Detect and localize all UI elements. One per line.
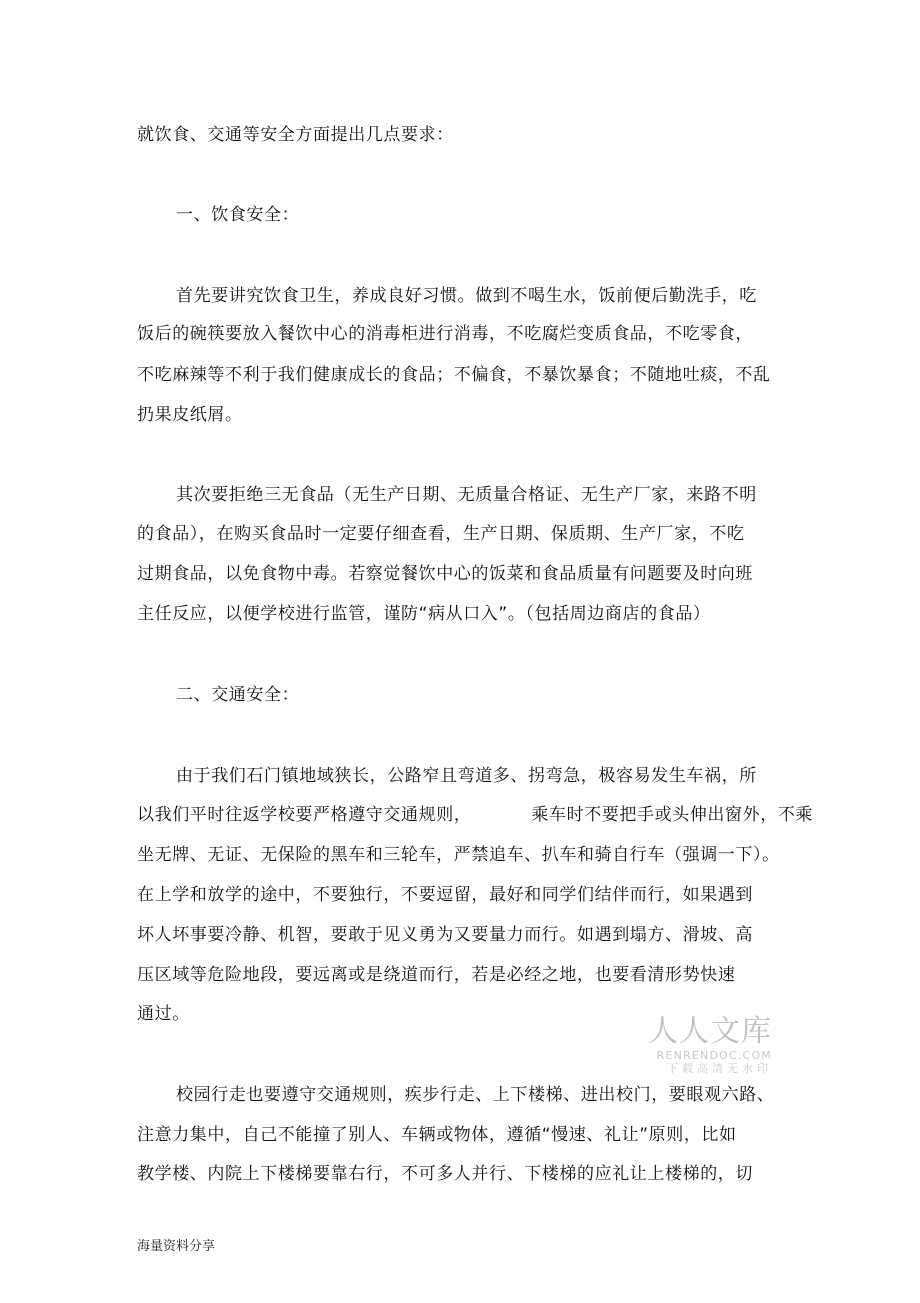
paragraph-line: 首先要讲究饮食卫生，养成良好习惯。做到不喝生水，饭前便后勤洗手，吃 — [176, 286, 757, 306]
paragraph-line: 其次要拒绝三无食品（无生产日期、无质量合格证、无生产厂家，来路不明 — [176, 485, 757, 505]
footer-note: 海量资料分享 — [137, 1239, 216, 1254]
paragraph-line: 坐无牌、无证、无保险的黑车和三轮车，严禁追车、扒车和骑自行车（强调一下）。 — [137, 845, 780, 865]
paragraph-line: 通过。 — [137, 1004, 190, 1024]
paragraph-line: 的食品），在购买食品时一定要仔细查看，生产日期、保质期、生产厂家，不吃 — [137, 524, 745, 544]
watermark — [646, 1015, 772, 1076]
paragraph-line: 由于我们石门镇地域狭长，公路窄且弯道多、拐弯急，极容易发生车祸，所 — [176, 766, 757, 786]
section-heading-food-safety: 一、饮食安全： — [176, 205, 300, 225]
paragraph-line: 饭后的碗筷要放入餐饮中心的消毒柜进行消毒，不吃腐烂变质食品，不吃零食， — [137, 324, 753, 344]
paragraph-line: 不吃麻辣等不利于我们健康成长的食品；不偏食，不暴饮暴食；不随地吐痰，不乱 — [137, 365, 771, 385]
paragraph-line: 扔果皮纸屑。 — [137, 405, 243, 425]
watermark-url: RENRENDOC.COM — [656, 1049, 772, 1062]
paragraph-line: 校园行走也要遵守交通规则，疾步行走、上下楼梯、进出校门，要眼观六路、 — [176, 1085, 775, 1105]
paragraph-line: 教学楼、内院上下楼梯要靠右行，不可多人并行、下楼梯的应礼让上楼梯的，切 — [137, 1164, 753, 1184]
watermark-subtitle: 下载高清无水印 — [667, 1062, 772, 1075]
paragraph-line: 以我们平时往返学校要严格遵守交通规则， 乘车时不要把手或头伸出窗外，不乘 — [137, 805, 814, 825]
paragraph-line: 主任反应，以便学校进行监管，谨防“病从口入”。（包括周边商店的食品） — [137, 604, 711, 624]
paragraph-line: 坏人坏事要冷静、机智，要敢于见义勇为又要量力而行。如遇到塌方、滑坡、高 — [137, 925, 753, 945]
section-heading-traffic-safety: 二、交通安全： — [176, 685, 300, 705]
paragraph-line: 注意力集中，自己不能撞了别人、车辆或物体，遵循“慢速、礼让”原则，比如 — [137, 1125, 737, 1145]
watermark-title: 人人文库 — [648, 1014, 772, 1049]
paragraph-line: 过期食品，以免食物中毒。若察觉餐饮中心的饭菜和食品质量有问题要及时向班 — [137, 564, 753, 584]
paragraph-line: 在上学和放学的途中，不要独行，不要逗留，最好和同学们结伴而行，如果遇到 — [137, 885, 753, 905]
intro-line: 就饮食、交通等安全方面提出几点要求： — [137, 125, 454, 145]
paragraph-line: 压区域等危险地段，要远离或是绕道而行，若是必经之地，也要看清形势快速 — [137, 965, 736, 985]
